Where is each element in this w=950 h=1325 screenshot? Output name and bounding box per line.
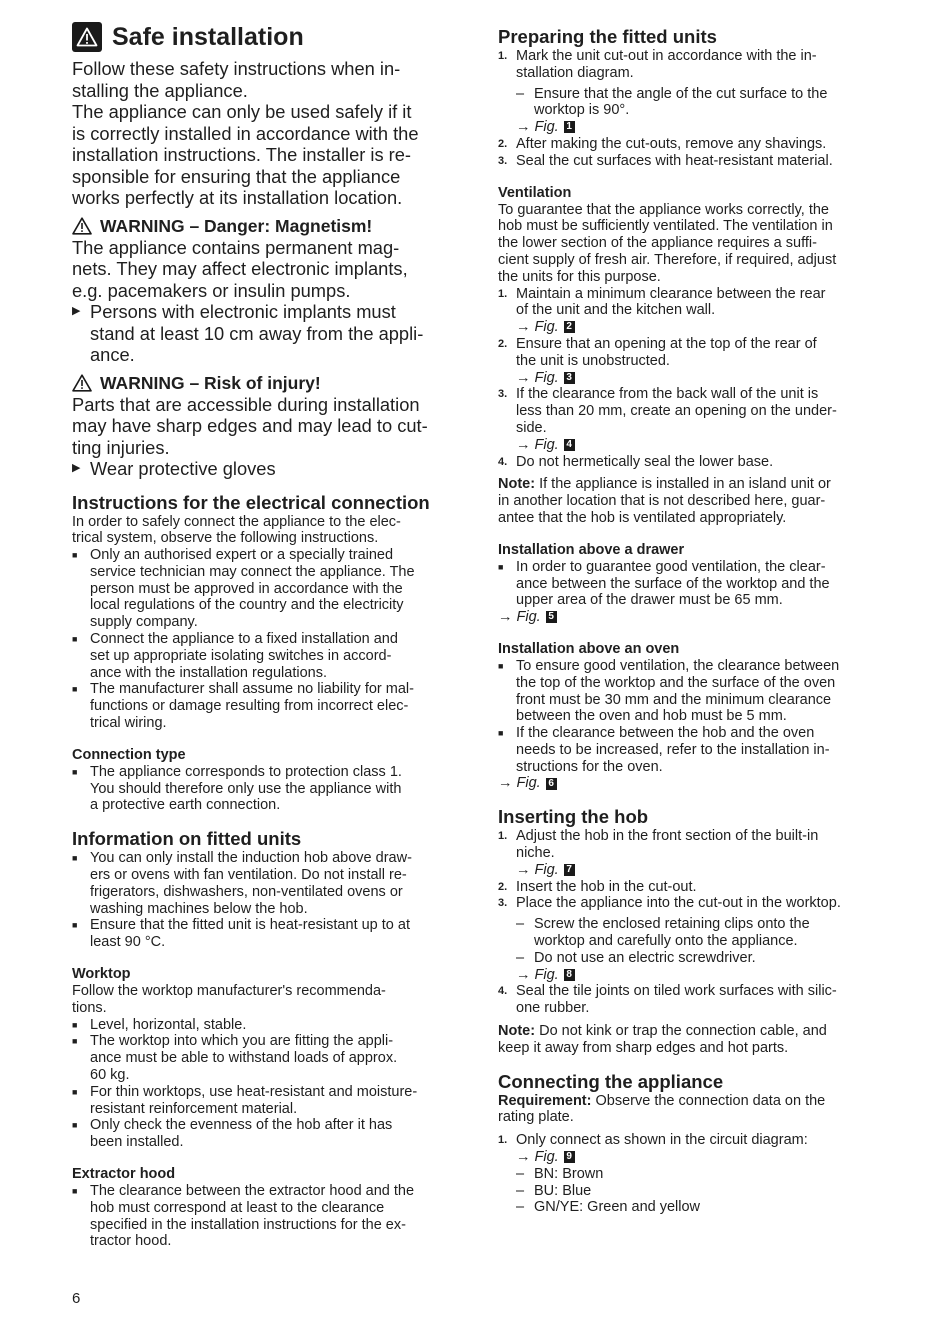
list-item: ■ To ensure good ventilation, the clearance between the top of the worktop and the surface of the oven front must be 30 mm and the minimum clearance between the oven and hob must be 5 mm. <box>498 657 840 725</box>
square-bullet-icon: ■ <box>498 561 504 572</box>
intro-text: Follow these safety instructions when in- stalling the appliance. The appliance can only be used safely if it is correctly installed in accordance with the installation instructions. The installer is re- sponsible for ensuring that the appliance works perfectly at its installation location. <box>72 58 419 208</box>
page-title: Safe installation <box>112 23 304 51</box>
warning-triangle-icon <box>72 374 92 392</box>
subheading-ventilation: Ventilation <box>498 184 572 201</box>
arrow-bullet-icon: ▶ <box>72 305 81 317</box>
figure-reference: → Fig. 1 <box>498 119 890 136</box>
numbered-step: 4. Seal the tile joints on tiled work surfaces with silic- one rubber. <box>498 983 837 1017</box>
list-item: ■ Only an authorised expert or a specially trained service technician may connect the appliance. The person must be approved in accordance with the local regulations of the country and the electricity supply company. <box>72 547 415 631</box>
list-item: ■ The appliance corresponds to protection class 1. You should therefore only use the appliance with a protective earth connection. <box>72 763 402 814</box>
section-title-safe-installation <box>72 22 464 52</box>
dash-item: – GN/YE: Green and yellow <box>516 1199 701 1216</box>
subheading-connection-type: Connection type <box>72 746 186 763</box>
action-item: ▶ Persons with electronic implants must stand at least 10 cm away from the appli- ance. <box>72 301 424 365</box>
figure-reference: → Fig. 2 <box>498 319 890 336</box>
action-item: ▶ Wear protective gloves <box>72 458 276 479</box>
square-bullet-icon: ■ <box>72 550 78 561</box>
dash-item: – BN: Brown <box>516 1165 604 1182</box>
section-heading-connecting: Connecting the appliance <box>498 1070 724 1092</box>
square-bullet-icon: ■ <box>72 1186 78 1196</box>
dash-item: – Screw the enclosed retaining clips onto the worktop and carefully onto the appliance. <box>516 916 810 950</box>
list-item: ■ The manufacturer shall assume no liability for mal- functions or damage resulting from incorrect elec- trical wiring. <box>72 681 414 732</box>
list-item: ■ Ensure that the fitted unit is heat-resistant up to at least 90 °C. <box>72 917 410 951</box>
figure-reference: → Fig. 9 <box>498 1149 890 1166</box>
list-item: ■ The clearance between the extractor hood and the hob must correspond at least to the clearance specified in the installation instructions for the ex- tractor hood. <box>72 1183 415 1250</box>
figure-reference: → Fig. 6 <box>498 775 890 792</box>
numbered-step: 2. Ensure that an opening at the top of the rear of the unit is unobstructed. <box>498 335 817 369</box>
square-bullet-icon: ■ <box>72 1036 78 1047</box>
square-bullet-icon: ■ <box>72 1086 78 1097</box>
numbered-step: 2. Insert the hob in the cut-out. <box>498 878 697 895</box>
square-bullet-icon: ■ <box>72 1019 78 1030</box>
square-bullet-icon: ■ <box>498 728 504 739</box>
subheading-drawer: Installation above a drawer <box>498 541 685 558</box>
square-bullet-icon: ■ <box>72 684 78 695</box>
warning-injury-heading: WARNING – Risk of injury! <box>72 372 464 394</box>
list-item: ■ Only check the evenness of the hob after it has been installed. <box>72 1117 393 1151</box>
numbered-step: 4. Do not hermetically seal the lower base. <box>498 453 774 470</box>
numbered-step: 2. After making the cut-outs, remove any shavings. <box>498 135 827 152</box>
numbered-step: 1. Maintain a minimum clearance between the rear of the unit and the kitchen wall. <box>498 285 826 319</box>
warning-magnetism-heading: WARNING – Danger: Magnetism! <box>72 215 464 237</box>
subheading-oven: Installation above an oven <box>498 640 680 657</box>
square-bullet-icon: ■ <box>72 920 78 931</box>
section-heading-inserting: Inserting the hob <box>498 806 649 828</box>
figure-reference: → Fig. 7 <box>498 862 890 879</box>
requirement: Requirement: Observe the connection data on the rating plate. <box>498 1092 826 1126</box>
square-bullet-icon: ■ <box>72 766 78 777</box>
numbered-step: 1. Only connect as shown in the circuit diagram: <box>498 1132 808 1149</box>
warning-icon <box>72 22 102 52</box>
figure-reference: → Fig. 5 <box>498 609 890 626</box>
dash-item: – Ensure that the angle of the cut surface to the worktop is 90°. <box>516 85 828 119</box>
list-item: ■ Connect the appliance to a fixed installation and set up appropriate isolating switches in accord- ance with the installation regulations. <box>72 631 398 681</box>
list-item: ■ Level, horizontal, stable. <box>72 1016 247 1033</box>
section-heading-electrical: Instructions for the electrical connection <box>72 491 430 513</box>
warning-triangle-icon <box>72 217 92 235</box>
page-number: 6 <box>72 1290 81 1307</box>
numbered-step: 3. If the clearance from the back wall of the unit is less than 20 mm, create an opening on the under- side. <box>498 386 837 436</box>
list-item: ■ For thin worktops, use heat-resistant and moisture- resistant reinforcement material. <box>72 1083 418 1117</box>
square-bullet-icon: ■ <box>72 853 78 864</box>
left-column: Safe installation Follow these safety instructions when in- stalling the appliance. The appliance can only be used safely if it is correctly installed in accordance with the installation instructions. The installer is re- sponsible for ensuring that the appliance works perfectly at its installation location. WARNING – Danger: Magnetism! The appliance contains permanent mag- nets. They may affect electronic implants, e.g. pacemakers or insulin pumps. ▶ Persons with electronic implants must stand at least 10 cm away from the appli- ance. WARNING – Risk of injury! Parts that are accessible during installation may have sharp edges and may lead to cut- ting injuries. ▶ Wear protective gloves Instructions for the electrical connection In order to safely connect the appliance to the elec- trical system, observe the following instructions. ■ Only an authorised expert or a specially trained service technician may connect the appliance. The person must be approved in accordance with the local regulations of the country and the electricity supply company. ■ Connect the appliance to a fixed installation and set up appropriate isolating switches in accord- ance with the installation regulations. ■ The manufacturer shall assume no liability for mal- functions or damage resulting from incorrect elec- trical wiring. Connection type ■ The appliance corresponds to protection class 1. You should therefore only use the appliance with a protective earth connection. Information on fitted units ■ You can only install the induction hob above draw- ers or ovens with fan ventilation. Do not install re- frigerators, dishwashers, non-ventilated ovens or washing machines below the hob. ■ Ensure that the fitted unit is heat-resistant up to at least 90 °C. Worktop Follow the worktop manufacturer's recommenda- tions. ■ Level, horizontal, stable. ■ The worktop into which you are fitting the appli- ance must be able to withstand loads of approx. 60 kg. ■ For thin worktops, use heat-resistant and moisture- resistant reinforcement material. ■ Only check the evenness of the hob after it has been installed. Extractor hood ■ The clearance between the extractor hood and the hob must correspond at least to the clearance specified in the installation instructions for the ex- tractor hood. <box>72 22 464 1250</box>
numbered-step: 1. Mark the unit cut-out in accordance with the in- stallation diagram. <box>498 48 817 81</box>
list-item: ■ You can only install the induction hob above draw- ers or ovens with fan ventilation. Do not install re- frigerators, dishwashers, non-ventilated ovens or washing machines below the hob. <box>72 850 412 917</box>
figure-reference: → Fig. 8 <box>498 967 890 984</box>
square-bullet-icon: ■ <box>498 660 504 671</box>
section-heading-fitted-units-info: Information on fitted units <box>72 828 302 850</box>
figure-reference: → Fig. 4 <box>498 437 890 454</box>
list-item: ■ The worktop into which you are fitting the appli- ance must be able to withstand loads of approx. 60 kg. <box>72 1033 398 1084</box>
note: Note: If the appliance is installed in an island unit or in another location that is not described here, guar- antee that the hob is ventilated appropriately. <box>498 476 831 526</box>
right-column: Preparing the fitted units 1. Mark the unit cut-out in accordance with the in- stallation diagram. – Ensure that the angle of the cut surface to the worktop is 90°. → Fig. 1 2. After making the cut-outs, remove any shavings. 3. Seal the cut surfaces with heat-resistant material. Ventilation To guarantee that the appliance works correctly, the hob must be sufficiently ventilated. The ventilation in the lower section of the appliance requires a suffi- cient supply of fresh air. Therefore, if required, adjust the units for this purpose. 1. Maintain a minimum clearance between the rear of the unit and the kitchen wall. → Fig. 2 2. Ensure that an opening at the top of the rear of the unit is unobstructed. → Fig. 3 3. If the clearance from the back wall of the unit is less than 20 mm, create an opening on the under- side. → Fig. 4 4. Do not hermetically seal the lower base. Note: If the appliance is installed in an island unit or in another location that is not described here, guar- antee that the hob is ventilated appropriately. Installation above a drawer ■ In order to guarantee good ventilation, the clear- ance between the surface of the worktop and the upper area of the drawer must be 65 mm. → Fig. 5 Installation above an oven ■ To ensure good ventilation, the clearance between the top of the worktop and the surface of the oven front must be 30 mm and the minimum clearance between the oven and hob must be 5 mm. ■ If the clearance between the hob and the oven needs to be increased, refer to the installation in- structions for the oven. → Fig. 6 Inserting the hob 1. Adjust the hob in the front section of the built-in niche. → Fig. 7 2. Insert the hob in the cut-out. 3. Place the appliance into the cut-out in the worktop. – Screw the enclosed retaining clips onto the worktop and carefully onto the appliance. – Do not use an electric screwdriver. → Fig. 8 4. Seal the tile joints on tiled work surfaces with silic- one rubber. Note: Do not kink or trap the connection cable, and keep it away from sharp edges and hot parts. Connecting the appliance Requirement: Observe the connection data on the rating plate. 1. Only connect as shown in the circuit diagram: → Fig. 9 – BN: Brown – BU: Blue – GN/YE: Green and yellow <box>498 22 890 1216</box>
numbered-step: 3. Place the appliance into the cut-out in the worktop. <box>498 895 841 912</box>
numbered-step: 3. Seal the cut surfaces with heat-resistant material. <box>498 152 833 169</box>
list-item: ■ If the clearance between the hob and the oven needs to be increased, refer to the installation in- structions for the oven. <box>498 725 830 775</box>
subheading-worktop: Worktop <box>72 966 131 983</box>
square-bullet-icon: ■ <box>72 1120 78 1131</box>
numbered-step: 1. Adjust the hob in the front section of the built-in niche. <box>498 828 819 862</box>
subheading-extractor-hood: Extractor hood <box>72 1166 176 1182</box>
dash-item: – BU: Blue <box>516 1182 592 1199</box>
arrow-bullet-icon: ▶ <box>72 462 81 474</box>
dash-item: – Do not use an electric screwdriver. <box>516 949 756 966</box>
figure-reference: → Fig. 3 <box>498 370 890 387</box>
note: Note: Do not kink or trap the connection cable, and keep it away from sharp edges and hot parts. <box>498 1023 827 1056</box>
list-item: ■ In order to guarantee good ventilation, the clear- ance between the surface of the worktop and the upper area of the drawer must be 65 mm. <box>498 558 830 609</box>
square-bullet-icon: ■ <box>72 634 78 645</box>
section-heading-preparing: Preparing the fitted units <box>498 26 717 47</box>
